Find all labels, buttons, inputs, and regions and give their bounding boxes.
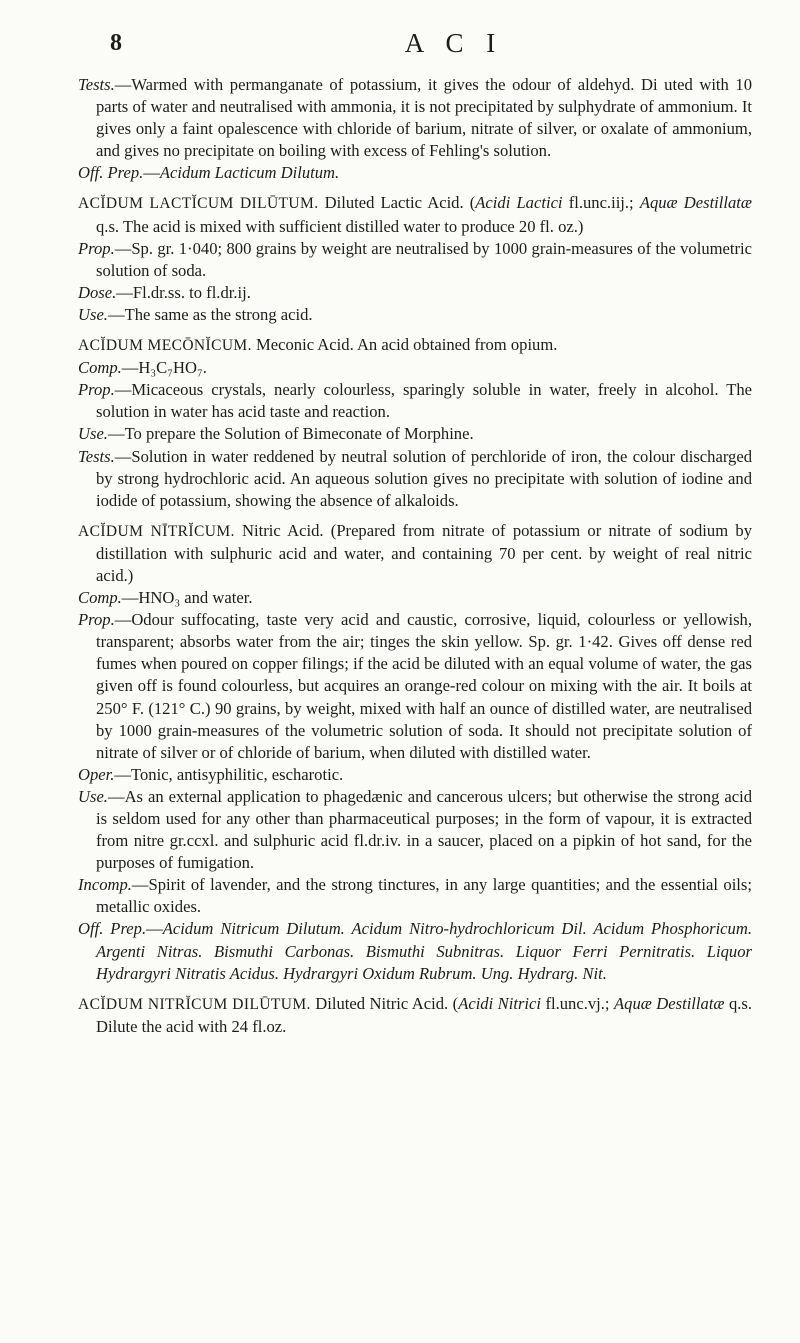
entry-headword: ACĬDUM MECŌNĬCUM.: [78, 337, 252, 355]
text-run: —HNO₃ and water.: [121, 588, 253, 608]
entry-paragraph: [78, 764, 752, 786]
section-label: Off. Prep.: [78, 919, 147, 939]
text-run: fl.unc.iij.;: [562, 193, 640, 213]
dictionary-entry: [78, 993, 752, 1038]
text-run: —H₃C₇HO₇.: [121, 358, 207, 378]
section-label: Use.: [78, 424, 108, 444]
entry-paragraph: [78, 379, 752, 423]
text-run: Nitric Acid. (Prepared from nitrate of potassium or nitrate of sodium by distillation with sulphuric acid and water, and containing 70 per cent. by weight of real nitric acid.): [96, 520, 752, 585]
entry-headword: ACĬDUM NĪTRĬCUM.: [78, 522, 235, 540]
text-run: Aquæ Destillatæ: [614, 993, 725, 1013]
dictionary-entry: [78, 192, 752, 237]
text-run: Diluted Lactic Acid. (: [318, 193, 476, 213]
dictionary-text: [78, 74, 752, 1038]
text-run: —Micaceous crystals, nearly colourless, sparingly soluble in water, freely in alcohol. The solution in water has acid taste and reaction.: [96, 380, 752, 422]
text-run: q.s. Dilute the acid with 24 fl.oz.: [96, 993, 753, 1036]
text-run: Acidum Lacticum Dilutum.: [159, 163, 340, 183]
entry-paragraph: [78, 609, 752, 764]
entry-paragraph: [78, 446, 752, 512]
entry-paragraph: [78, 786, 752, 874]
section-label: Off. Prep.: [78, 163, 144, 183]
section-label: Comp.: [78, 358, 122, 378]
text-run: —To prepare the Solution of Bimeconate of Morphine.: [107, 424, 474, 444]
text-run: —: [143, 163, 160, 183]
text-run: —The same as the strong acid.: [107, 304, 313, 324]
text-run: —Odour suffocating, taste very acid and caustic, corrosive, liquid, colourless or yellowish, transparent; absorbs water from the air; tinges the skin yellow. Sp. gr. 1·42. Gives off dense red fumes when poured on copper filings; if the acid be diluted with an equal volume of water, the gas given off is found colourless, but acquires an orange-red colour on mixing with the air. It boils at 250° F. (121° C.) 90 grains, by weight, mixed with half an ounce of distilled water, are neutralised by 1000 grain-measures of the volumetric solution of soda. It should not precipitate solution of nitrate of silver or of chloride of barium, when diluted with distilled water.: [96, 610, 752, 762]
text-run: —Spirit of lavender, and the strong tinctures, in any large quantities; and the essential oils; metallic oxides.: [96, 875, 752, 917]
text-run: —Sp. gr. 1·040; 800 grains by weight are neutralised by 1000 grain-measures of the volumetric solution of soda.: [96, 238, 752, 280]
entry-paragraph: [78, 162, 752, 184]
page-number: 8: [110, 30, 122, 56]
entry-paragraph: [78, 357, 752, 379]
entry-paragraph: [78, 587, 752, 609]
section-label: Tests.: [78, 446, 115, 466]
section-label: Oper.: [78, 764, 115, 784]
section-label: Comp.: [78, 588, 122, 608]
section-label: Prop.: [78, 238, 115, 258]
text-run: —Fl.dr.ss. to fl.dr.ij.: [116, 282, 251, 302]
entry-headword: ACĬDUM LACTĬCUM DILŪTUM.: [78, 195, 319, 213]
text-run: Aquæ Destillatæ: [639, 193, 752, 213]
text-run: Acidum Nitricum Dilutum. Acidum Nitro-hydrochloricum Dil. Acidum Phosphoricum. Argenti Nitras. Bismuthi Carbonas. Bismuthi Subnitras. Liquor Ferri Pernitratis. Liquor Hydrargyri Nitratis Acidus. Hydrargyri Oxidum Rubrum. Ung. Hydrarg. Nit.: [96, 919, 752, 983]
dictionary-entry: [78, 334, 752, 357]
dictionary-entry: [78, 520, 752, 587]
text-run: Acidi Lactici: [475, 193, 563, 213]
entry-paragraph: [78, 874, 752, 918]
section-label: Use.: [78, 786, 108, 806]
text-run: Diluted Nitric Acid. (: [310, 993, 459, 1013]
text-run: q.s. The acid is mixed with sufficient distilled water to produce 20 fl. oz.): [96, 216, 584, 236]
text-run: —Solution in water reddened by neutral solution of perchloride of iron, the colour discharged by strong hydrochloric acid. An aqueous solution gives no precipitate with solution of iodine and iodide of potassium, showing the absence of alkaloids.: [96, 446, 752, 510]
page-header: [78, 0, 752, 74]
section-label: Prop.: [78, 610, 115, 630]
entry-paragraph: [78, 304, 752, 326]
section-label: Dose.: [78, 282, 117, 302]
section-label: Prop.: [78, 380, 115, 400]
text-run: —As an external application to phagedænic and cancerous ulcers; but otherwise the strong acid is seldom used for any other than pharmaceutical purposes; in the form of vapour, it is extracted from nitre gr.ccxl. and sulphuric acid fl.dr.iv. in a saucer, placed on a pipkin of hot sand, for the purposes of fumigation.: [96, 786, 752, 873]
text-run: Meconic Acid. An acid obtained from opium.: [251, 335, 558, 355]
entry-paragraph: [78, 918, 752, 984]
entry-headword: ACĬDUM NITRĬCUM DILŪTUM.: [78, 995, 311, 1013]
text-run: Acidi Nitrici: [458, 993, 542, 1013]
text-run: fl.unc.vj.;: [541, 993, 615, 1013]
section-label: Incomp.: [78, 875, 132, 895]
text-run: —Tonic, antisyphilitic, escharotic.: [114, 764, 344, 784]
entry-paragraph: [78, 74, 752, 162]
entry-paragraph: [78, 423, 752, 445]
entry-paragraph: [78, 238, 752, 282]
text-run: —: [146, 919, 163, 939]
section-label: Tests.: [78, 75, 115, 94]
entry-paragraph: [78, 282, 752, 304]
text-run: —Warmed with permanganate of potassium, it gives the odour of aldehyd. Di uted with 10 parts of water and neutralised with ammonia, it is not precipitated by sulphydrate of ammonium. It gives only a faint opalescence with chloride of barium, nitrate of silver, or oxalate of ammonium, and gives no precipitate on boiling with excess of Fehling's solution.: [96, 75, 752, 161]
running-title: A C I: [404, 28, 504, 58]
section-label: Use.: [78, 304, 108, 324]
